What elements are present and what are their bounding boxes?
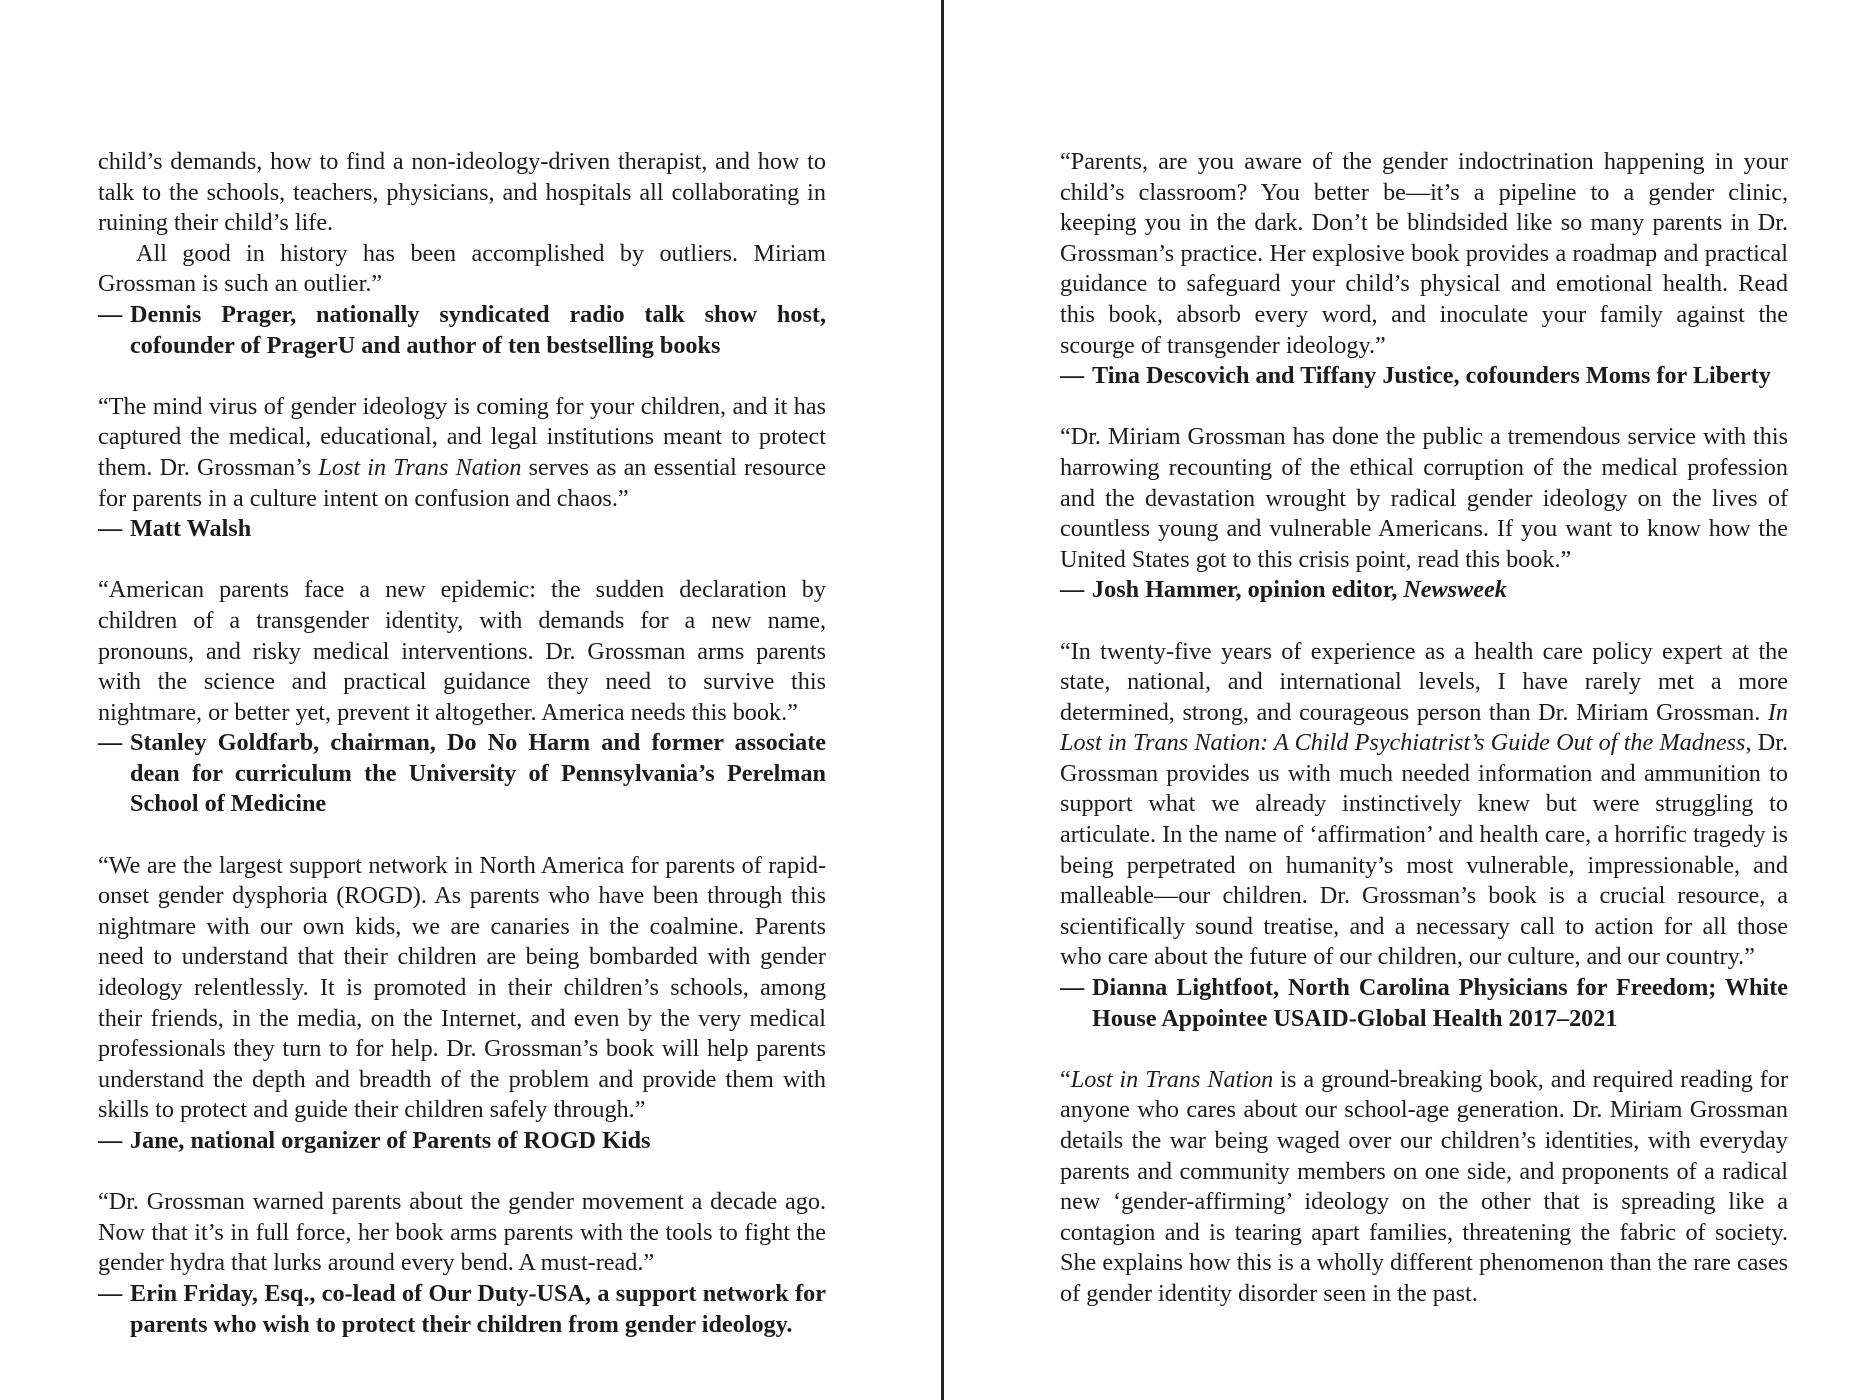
em-dash: —: [98, 729, 123, 757]
attribution-text: Josh Hammer, opinion editor,: [1092, 576, 1404, 604]
endorsement-quote: [98, 147, 826, 300]
attribution-text: Dianna Lightfoot, North Carolina Physicians for Freedom; White House Appointee USAID-Global Health 2017–2021: [1092, 974, 1788, 1032]
publication-name: Newsweek: [1403, 576, 1507, 604]
em-dash: —: [98, 300, 123, 328]
endorsement-friday: [98, 1187, 826, 1340]
attribution-text: Erin Friday, Esq., co-lead of Our Duty-USA, a support network for parents who wish to protect their children from gender ideology.: [130, 1279, 826, 1338]
book-title: In Lost in Trans Nation: A Child Psychiatrist’s Guide Out of the Madness: [1060, 698, 1788, 757]
quote-text: “In twenty-five years of experience as a health care policy expert at the state, national, and international levels, I have rarely met a more determined, strong, and courageous person than Dr. Miriam Grossman.: [1060, 637, 1788, 726]
quote-text: is a ground-breaking book, and required reading for anyone who cares about our school-age generation. Dr. Miriam Grossman details the war being waged over our children’s identities, with everyday parents and community members on one side, and proponents of a radical new ‘gender-affirming’ ideology on the other that is spreading like a contagion and is tearing apart families, threatening the fabric of society. She explains how this is a wholly different phenomenon than the rare cases of gender identity disorder seen in the past.: [1060, 1065, 1788, 1307]
attribution-text: Dennis Prager, nationally syndicated radio talk show host, cofounder of PragerU and author of ten bestselling books: [130, 300, 826, 359]
quote-open-mark: “: [1060, 1065, 1071, 1093]
endorsement-hammer: [1060, 422, 1788, 606]
quote-text: serves as an essential resource for parents in a culture intent on confusion and chaos.”: [98, 453, 826, 512]
endorsement-attribution: [98, 1279, 826, 1340]
book-title: Lost in Trans Nation: [318, 453, 522, 481]
endorsement-quote: [1060, 637, 1788, 974]
endorsement-quote: “Parents, are you aware of the gender indoctrination happening in your child’s classroom? You better be—it’s a pipeline to a gender clinic, keeping you in the dark. Don’t be blindsided like so many parents in Dr. Grossman’s practice. Her explosive book provides a roadmap and practical guidance to safeguard your child’s physical and emotional health. Read this book, absorb every word, and inoculate your family against the scourge of transgender ideology.”: [1060, 148, 1788, 359]
endorsement-moms-for-liberty: [1060, 147, 1788, 392]
quote-paragraph: child’s demands, how to find a non-ideology-driven therapist, and how to talk to the schools, teachers, physicians, and hospitals all collaborating in ruining their child’s life.: [98, 148, 826, 237]
attribution-text: Tina Descovich and Tiffany Justice, cofounders Moms for Liberty: [1092, 362, 1771, 390]
endorsement-quote: “Dr. Miriam Grossman has done the public a tremendous service with this harrowing recounting of the ethical corruption of the medical profession and the devastation wrought by radical gender ideology on the lives of countless young and vulnerable Americans. If you want to know how the United States got to this crisis point, read this book.”: [1060, 423, 1788, 573]
book-title: Lost in Trans Nation: [1070, 1065, 1274, 1093]
quote-paragraph: All good in history has been accomplished by outliers. Miriam Grossman is such an outlier.”: [98, 239, 826, 298]
endorsement-attribution: [98, 300, 826, 361]
endorsement-attribution: [1060, 361, 1788, 392]
attribution-text: Stanley Goldfarb, chairman, Do No Harm and former associate dean for curriculum the University of Pennsylvania’s Perelman School of Medicine: [130, 729, 826, 818]
quote-text: “The mind virus of gender ideology is coming for your children, and it has captured the medical, educational, and legal institutions meant to protect them. Dr. Grossman’s: [98, 392, 826, 481]
quote-text: , Dr. Grossman provides us with much needed information and ammunition to support what we already instinctively knew but were struggling to articulate. In the name of ‘affirmation’ and health care, a horrific tragedy is being perpetrated on humanity’s most vulnerable, impressionable, and malleable—our children. Dr. Grossman’s book is a crucial resource, a scientifically sound treatise, and a necessary call to action for all those who care about the future of our children, our culture, and our country.”: [1060, 729, 1789, 971]
endorsement-quote: [98, 392, 826, 514]
endorsement-attribution: [98, 728, 826, 820]
endorsement-goldfarb: [98, 575, 826, 820]
em-dash: —: [1060, 576, 1085, 604]
endorsement-lightfoot: [1060, 637, 1788, 1035]
em-dash: —: [98, 1279, 123, 1307]
em-dash: —: [98, 515, 123, 543]
endorsement-attribution: [1060, 575, 1788, 606]
endorsement-prager: [98, 147, 826, 361]
em-dash: —: [1060, 974, 1085, 1002]
em-dash: —: [1060, 362, 1085, 390]
endorsement-quote: “American parents face a new epidemic: the sudden declaration by children of a transgender identity, with demands for a new name, pronouns, and risky medical interventions. Dr. Grossman arms parents with the science and practical guidance they need to survive this nightmare, or better yet, prevent it altogether. America needs this book.”: [98, 576, 826, 726]
attribution-text: Jane, national organizer of Parents of ROGD Kids: [130, 1127, 651, 1154]
endorsement-ground-breaking: [1060, 1065, 1788, 1310]
page-gutter-line: [941, 0, 944, 1400]
right-page: [1060, 147, 1788, 1340]
attribution-text: Matt Walsh: [130, 515, 252, 543]
endorsement-quote: “Dr. Grossman warned parents about the gender movement a decade ago. Now that it’s in full force, her book arms parents with the tools to fight the gender hydra that lurks around every bend. A must-read.”: [98, 1188, 826, 1277]
endorsement-quote: [1060, 1065, 1788, 1310]
endorsement-attribution: [1060, 973, 1788, 1034]
endorsement-jane: [98, 851, 826, 1157]
left-page: [98, 147, 826, 1371]
endorsement-quote: “We are the largest support network in North America for parents of rapid-onset gender dysphoria (ROGD). As parents who have been through this nightmare with our own kids, we are canaries in the coalmine. Parents need to understand that their children are being bombarded with gender ideology relentlessly. It is promoted in their children’s schools, among their friends, in the media, on the Internet, and even by the very medical professionals they turn to for help. Dr. Grossman’s book will help parents understand the depth and breadth of the problem and provide them with skills to protect and guide their children safely through.”: [98, 851, 826, 1124]
em-dash: —: [98, 1127, 123, 1154]
endorsement-attribution: [98, 1126, 826, 1157]
endorsement-walsh: [98, 392, 826, 545]
endorsement-attribution: [98, 514, 826, 545]
